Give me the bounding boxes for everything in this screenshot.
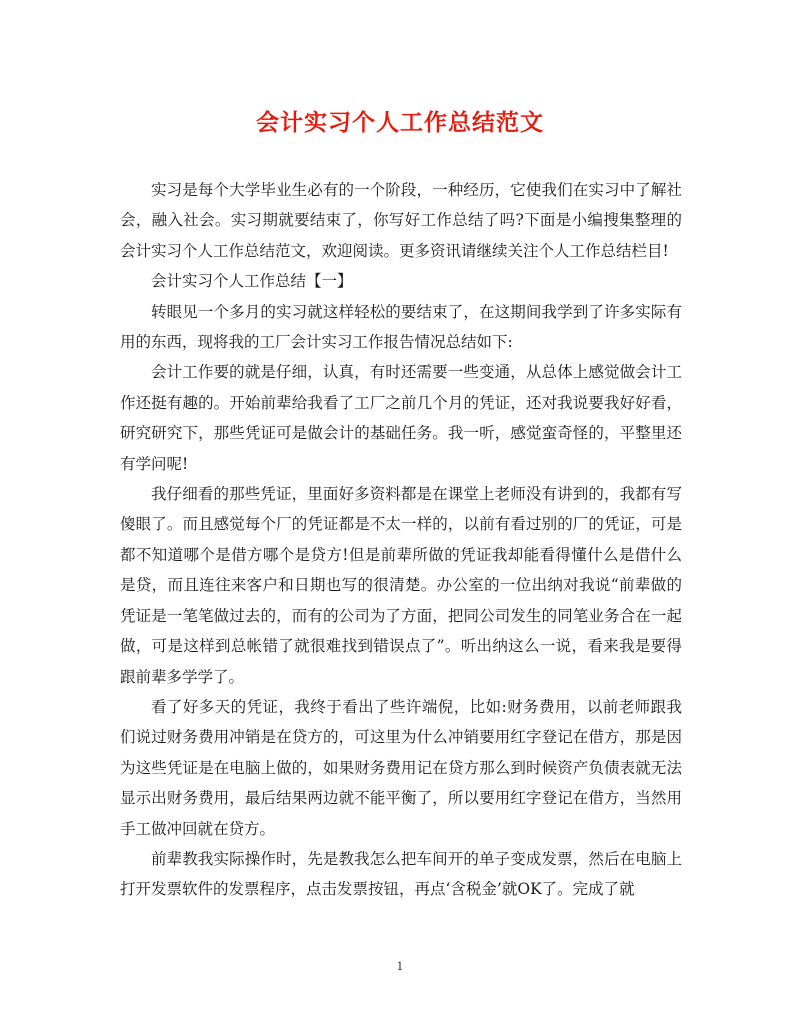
section-heading: 会计实习个人工作总结【一】	[151, 272, 353, 291]
document-body	[120, 175, 682, 905]
document-title: 会计实习个人工作总结范文	[256, 110, 544, 136]
paragraph: 前辈教我实际操作时，先是教我怎么把车间开的单子变成发票，然后在电脑上打开发票软件的发票程序，点击发票按钮，再点‘含税金’就OK了。完成了就	[120, 849, 682, 899]
page-number: 1	[396, 960, 404, 973]
paragraph: 转眼见一个多月的实习就这样轻松的要结束了，在这期间我学到了许多实际有用的东西，现将我的工厂会计实习工作报告情况总结如下:	[120, 302, 682, 352]
paragraph: 会计工作要的就是仔细，认真，有时还需要一些变通，从总体上感觉做会计工作还挺有趣的。开始前辈给我看了工厂之前几个月的凭证，还对我说要我好好看，研究研究下，那些凭证可是做会计的基础任务。我一听，感觉蛮奇怪的，平整里还有学问呢!	[120, 363, 682, 473]
paragraph: 我仔细看的那些凭证，里面好多资料都是在课堂上老师没有讲到的，我都有写傻眼了。而且感觉每个厂的凭证都是不太一样的，以前有看过别的厂的凭证，可是都不知道哪个是借方哪个是贷方!但是前辈所做的凭证我却能看得懂什么是借什么是贷，而且连往来客户和日期也写的很清楚。办公室的一位出纳对我说“前辈做的凭证是一笔笔做过去的，而有的公司为了方面，把同公司发生的同笔业务合在一起做，可是这样到总帐错了就很难找到错误点了”。听出纳这么一说，看来我是要得跟前辈多学学了。	[120, 485, 682, 686]
paragraph-intro: 实习是每个大学毕业生必有的一个阶段，一种经历，它使我们在实习中了解社会，融入社会。实习期就要结束了，你写好工作总结了吗?下面是小编搜集整理的会计实习个人工作总结范文，欢迎阅读。更多资讯请继续关注个人工作总结栏目!	[120, 181, 682, 260]
paragraph: 看了好多天的凭证，我终于看出了些许端倪，比如:财务费用，以前老师跟我们说过财务费用冲销是在贷方的，可这里为什么冲销要用红字登记在借方，那是因为这些凭证是在电脑上做的，如果财务费用记在贷方那么到时候资产负债表就无法显示出财务费用，最后结果两边就不能平衡了，所以要用红字登记在借方，当然用手工做冲回就在贷方。	[120, 697, 682, 838]
